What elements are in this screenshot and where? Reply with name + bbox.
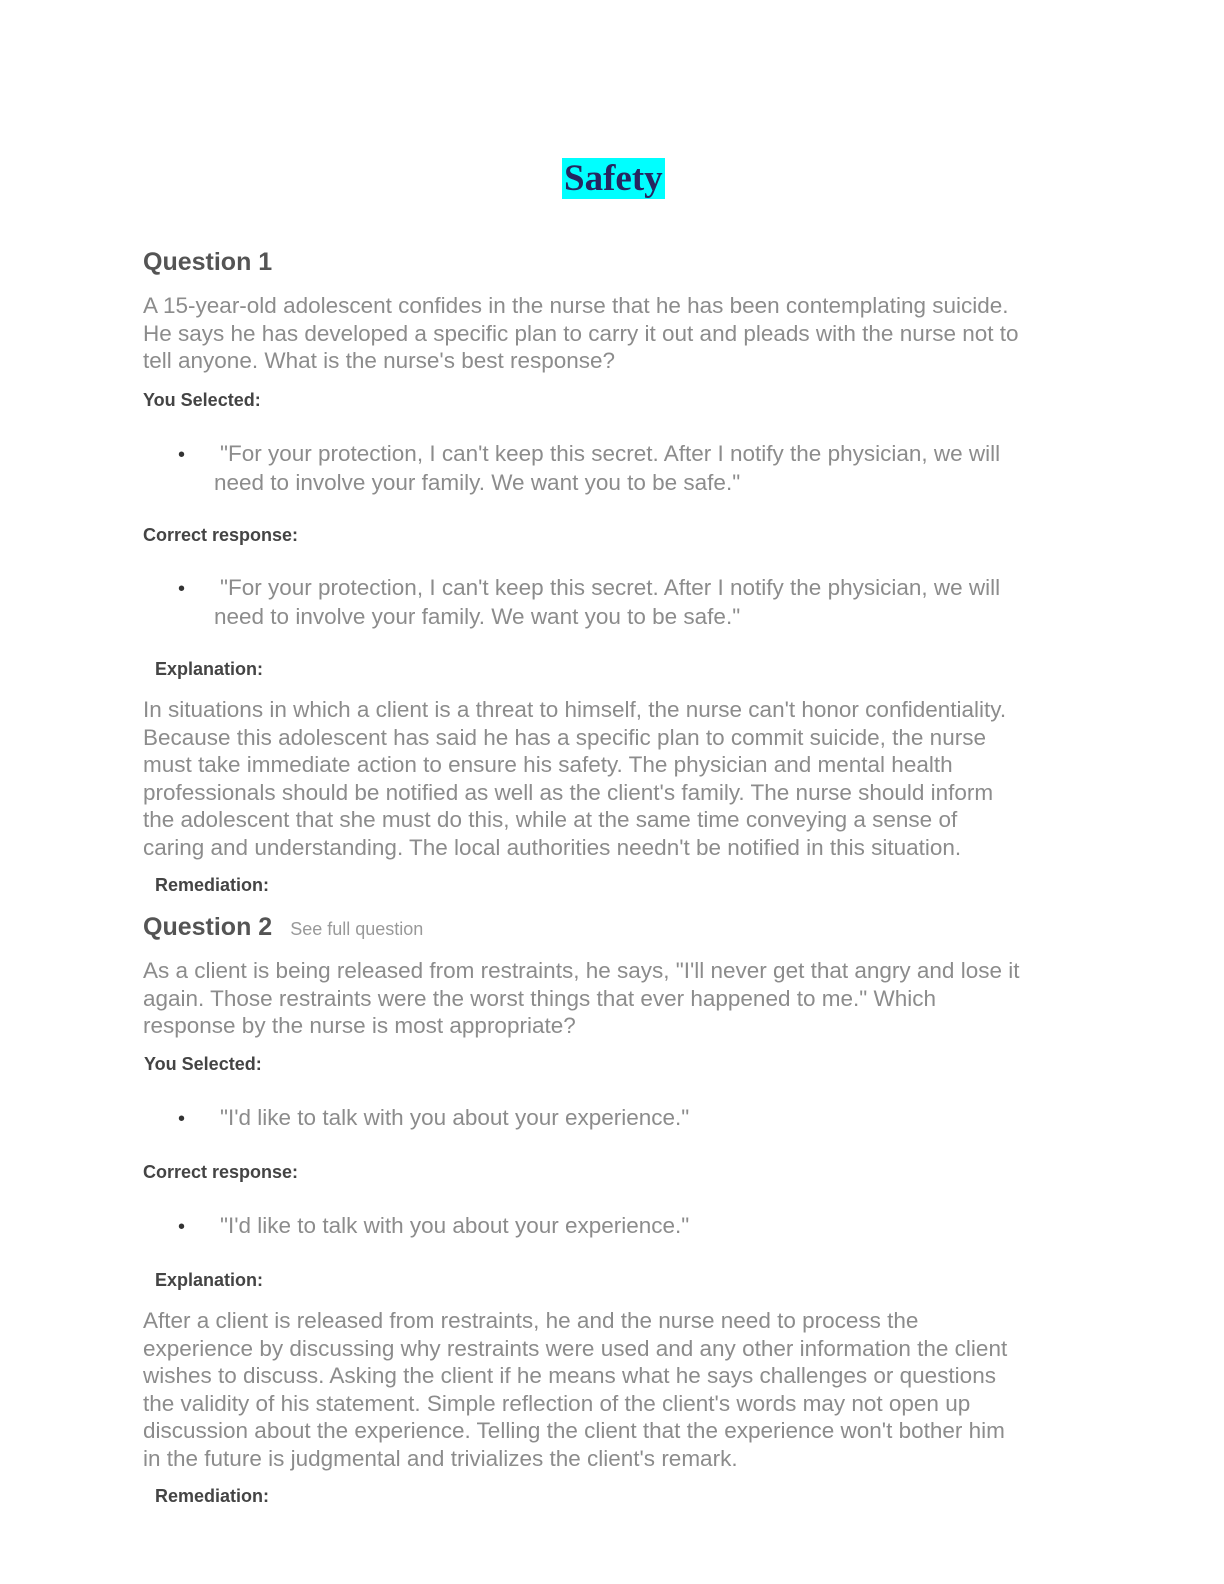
- answer-line: need to involve your family. We want you to be safe.": [214, 603, 741, 629]
- selected-answer: [214, 440, 1000, 497]
- correct-response-label: Correct response:: [143, 1162, 299, 1182]
- answer-line: "For your protection, I can't keep this secret. After I notify the physician, we will: [220, 575, 1001, 600]
- explanation-line: wishes to discuss. Asking the client if he means what he says challenges or questions: [143, 1363, 996, 1388]
- correct-answer: [214, 1212, 689, 1241]
- explanation-line: the validity of his statement. Simple reflection of the client's words may not open up: [143, 1390, 971, 1416]
- explanation-label: Explanation:: [155, 659, 264, 679]
- explanation-line: must take immediate action to ensure his safety. The physician and mental health: [143, 752, 953, 777]
- question-line: As a client is being released from restraints, he says, "I'll never get that angry and lose it: [143, 958, 1020, 983]
- remediation-label: Remediation:: [155, 875, 270, 895]
- answer-line: "I'd like to talk with you about your experience.": [220, 1105, 690, 1130]
- you-selected-label: You Selected:: [143, 390, 261, 410]
- answer-line: "I'd like to talk with you about your experience.": [220, 1213, 690, 1238]
- explanation-line: After a client is released from restraints, he and the nurse need to process the: [143, 1308, 919, 1333]
- answer-line: "For your protection, I can't keep this secret. After I notify the physician, we will: [220, 441, 1001, 466]
- question-2-heading: [143, 912, 423, 944]
- bullet-icon: •: [178, 578, 186, 600]
- bullet-icon: •: [178, 1216, 186, 1238]
- correct-response-label: Correct response:: [143, 525, 299, 545]
- question-1-text: [143, 292, 1019, 375]
- explanation-line: experience by discussing why restraints were used and any other information the client: [143, 1335, 1008, 1361]
- explanation-text: [143, 696, 1006, 861]
- question-2-text: [143, 957, 1019, 1040]
- you-selected-label: You Selected:: [144, 1054, 262, 1074]
- question-line: tell anyone. What is the nurse's best response?: [143, 348, 616, 373]
- question-line: again. Those restraints were the worst things that ever happened to me." Which: [143, 985, 936, 1011]
- answer-line: need to involve your family. We want you to be safe.": [214, 469, 741, 495]
- page-title: Safety: [564, 158, 663, 199]
- remediation-label: Remediation:: [155, 1486, 270, 1506]
- question-1-heading: [143, 247, 272, 277]
- question-heading-text: Question 2: [143, 913, 273, 941]
- question-line: He says he has developed a specific plan to carry it out and pleads with the nurse not to: [143, 320, 1019, 346]
- explanation-line: In situations in which a client is a threat to himself, the nurse can't honor confidentiality.: [143, 697, 1007, 722]
- explanation-line: Because this adolescent has said he has a specific plan to commit suicide, the nurse: [143, 724, 986, 750]
- question-line: A 15-year-old adolescent confides in the nurse that he has been contemplating suicide.: [143, 293, 1009, 318]
- correct-answer: [214, 574, 1000, 631]
- explanation-line: professionals should be notified as well as the client's family. The nurse should inform: [143, 779, 994, 805]
- explanation-line: discussion about the experience. Telling the client that the experience won't bother him: [143, 1418, 1005, 1443]
- bullet-icon: •: [178, 1108, 186, 1130]
- explanation-line: caring and understanding. The local authorities needn't be notified in this situation.: [143, 834, 962, 860]
- selected-answer: [214, 1104, 689, 1133]
- explanation-line: the adolescent that she must do this, while at the same time conveying a sense of: [143, 807, 958, 832]
- bullet-icon: •: [178, 444, 186, 466]
- explanation-text: [143, 1307, 1007, 1472]
- question-heading-text: Question 1: [143, 248, 273, 276]
- question-line: response by the nurse is most appropriate?: [143, 1013, 576, 1038]
- explanation-line: in the future is judgmental and trivializes the client's remark.: [143, 1445, 738, 1471]
- explanation-label: Explanation:: [155, 1270, 264, 1290]
- see-full-question-link[interactable]: See full question: [290, 919, 424, 939]
